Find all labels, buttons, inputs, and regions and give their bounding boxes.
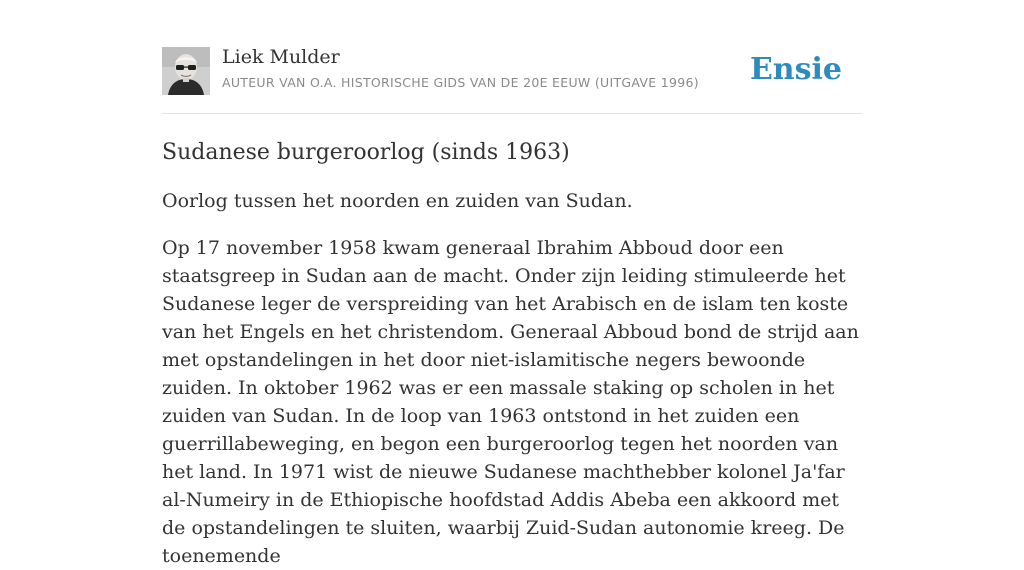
author-avatar[interactable] — [162, 47, 210, 95]
header-divider — [162, 113, 862, 114]
author-header — [162, 46, 862, 96]
author-bio: AUTEUR VAN O.A. HISTORISCHE GIDS VAN DE 20E EEUW (UITGAVE 1996) — [222, 75, 699, 90]
author-photo — [162, 47, 210, 95]
author-name[interactable]: Liek Mulder — [222, 46, 340, 68]
article — [162, 136, 867, 570]
ensie-logo[interactable]: Ensie — [749, 52, 842, 87]
article-intro: Oorlog tussen het noorden en zuiden van Sudan. — [162, 190, 633, 212]
article-title: Sudanese burgeroorlog (sinds 1963) — [162, 140, 570, 165]
article-body: Op 17 november 1958 kwam generaal Ibrahim Abboud door een staatsgreep in Sudan aan de macht. Onder zijn leiding stimuleerde het Sudanese leger de verspreiding van het Arabisch en de islam ten koste van het Engels en het christendom. Generaal Abboud bond de strijd aan met opstandelingen in het door niet-islamitische negers bewoonde zuiden. In oktober 1962 was er een massale staking op scholen in het zuiden van Sudan. In de loop van 1963 ontstond in het zuiden een guerrillabeweging, en begon een burgeroorlog tegen het noorden van het land. In 1971 wist de nieuwe Sudanese machthebber kolonel Ja'far al-Numeiry in de Ethiopische hoofdstad Addis Abeba een akkoord met de opstandelingen te sluiten, waarbij Zuid-Sudan autonomie kreeg. De toenemende — [162, 237, 859, 567]
